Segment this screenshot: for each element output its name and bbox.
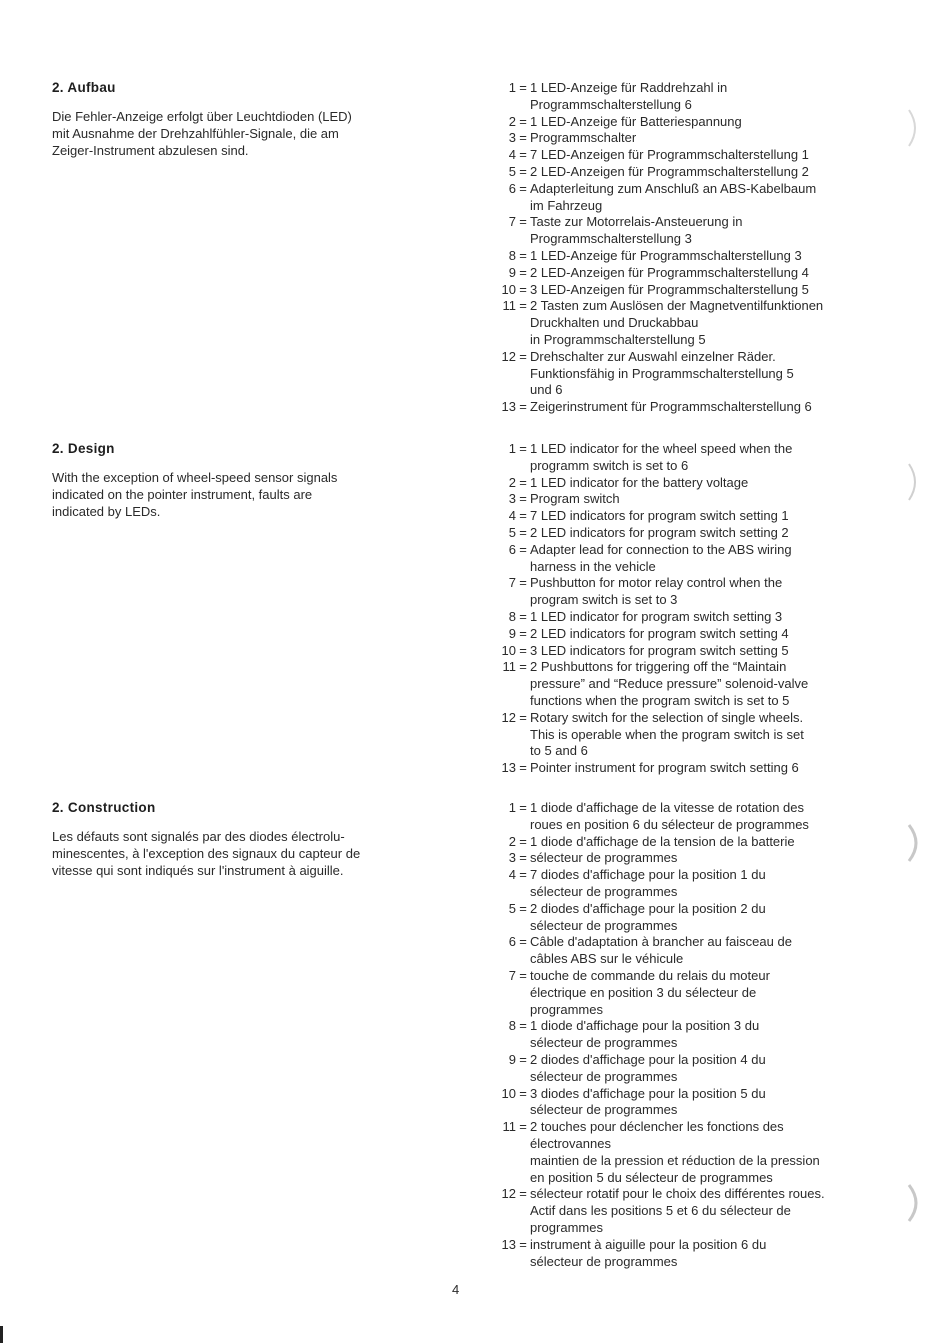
equals-sign: = [519, 709, 527, 725]
legend-item [478, 1018, 898, 1052]
legend-item [478, 834, 898, 851]
equals-sign: = [519, 281, 527, 297]
legend-item-line: 2 Pushbuttons for triggering off the “Maintain [530, 659, 787, 675]
legend-item-number: 8 [508, 1018, 516, 1034]
legend-item [478, 968, 898, 1018]
legend-item-text [530, 248, 898, 265]
equals-sign: = [519, 659, 527, 675]
equals-sign: = [519, 524, 527, 540]
legend-item-line: This is operable when the program switch is set [530, 726, 804, 742]
legend-item-number: 7 [508, 575, 516, 591]
legend-item-line: 1 diode d'affichage pour la position 3 du [530, 1018, 760, 1034]
legend-item-line: program switch is set to 3 [530, 592, 678, 608]
legend-item [478, 760, 898, 777]
legend-item-text [530, 850, 898, 867]
legend-item-line: 3 LED-Anzeigen für Programmschalterstellung 5 [530, 281, 809, 297]
legend-item-text [530, 1086, 898, 1120]
equals-sign: = [519, 130, 527, 146]
binder-hole-mark [905, 1183, 925, 1223]
legend-item [478, 643, 898, 660]
legend-item [478, 265, 898, 282]
legend-item-line: 2 LED-Anzeigen für Programmschalterstellung 2 [530, 163, 809, 179]
intro-line: Die Fehler-Anzeige erfolgt über Leuchtdioden (LED) [52, 109, 352, 124]
legend-item [478, 282, 898, 299]
intro-line: With the exception of wheel-speed sensor signals [52, 470, 338, 485]
legend-item-text [530, 298, 898, 348]
equals-sign: = [519, 214, 527, 230]
intro-line: mit Ausnahme der Drehzahlfühler-Signale, die am [52, 126, 339, 141]
legend-item-number: 10 [501, 642, 516, 658]
legend-item-line: to 5 and 6 [530, 743, 588, 759]
section-heading: 2. Design [52, 441, 115, 456]
legend-item-number: 1 [508, 441, 516, 456]
legend-item-line: 1 diode d'affichage de la vitesse de rotation des [530, 800, 804, 815]
equals-sign: = [519, 147, 527, 163]
legend-item-line: électrovannes [530, 1135, 611, 1151]
legend-item-line: programmes [530, 1001, 603, 1017]
equals-sign: = [519, 575, 527, 591]
legend-item-line: 3 diodes d'affichage pour la position 5 du [530, 1085, 766, 1101]
legend-item [478, 147, 898, 164]
legend-item-line: sélecteur de programmes [530, 1068, 678, 1084]
equals-sign: = [519, 541, 527, 557]
equals-sign: = [519, 625, 527, 641]
section-intro-text [52, 828, 432, 879]
legend-item-line: 2 LED-Anzeigen für Programmschalterstellung 4 [530, 264, 809, 280]
equals-sign: = [519, 850, 527, 866]
legend-item [478, 399, 898, 416]
legend-item-line: Program switch [530, 491, 620, 507]
legend-item [478, 441, 898, 475]
legend-item-line: 1 LED indicator for the battery voltage [530, 474, 749, 490]
legend-item-line: Rotary switch for the selection of single wheels. [530, 709, 804, 725]
legend-item-text [530, 147, 898, 164]
legend-item-number: 13 [501, 760, 516, 776]
legend-item [478, 1237, 898, 1271]
legend-item-text [530, 441, 898, 475]
legend-item-text [530, 114, 898, 131]
equals-sign: = [519, 642, 527, 658]
legend-item-number: 3 [508, 850, 516, 866]
legend-item-line: en position 5 du sélecteur de programmes [530, 1169, 773, 1185]
equals-sign: = [519, 1119, 527, 1135]
legend-item-number: 11 [502, 1119, 516, 1135]
legend-item-line: sélecteur de programmes [530, 1102, 678, 1118]
legend-item-line: Drehschalter zur Auswahl einzelner Räder. [530, 348, 776, 364]
legend-item-line: 2 diodes d'affichage pour la position 4 du [530, 1051, 766, 1067]
legend-item-text [530, 542, 898, 576]
legend-item-number: 12 [501, 709, 516, 725]
legend-item-line: Pushbutton for motor relay control when the [530, 575, 783, 591]
legend-item-number: 3 [508, 491, 516, 507]
legend-item-line: 1 LED indicator for the wheel speed when the [530, 441, 793, 456]
legend-item [478, 1086, 898, 1120]
legend-item-number: 7 [508, 967, 516, 983]
legend-item-line: functions when the program switch is set to 5 [530, 692, 790, 708]
legend-item-number: 8 [508, 608, 516, 624]
equals-sign: = [519, 1085, 527, 1101]
legend-item-text [530, 626, 898, 643]
legend-item-line: touche de commande du relais du moteur [530, 967, 770, 983]
legend-item-line: Programmschalterstellung 6 [530, 96, 692, 112]
legend-item-text [530, 399, 898, 416]
equals-sign: = [519, 800, 527, 815]
legend-item-text [530, 1237, 898, 1271]
equals-sign: = [519, 491, 527, 507]
component-legend [478, 80, 898, 416]
equals-sign: = [519, 760, 527, 776]
legend-item-number: 5 [508, 163, 516, 179]
legend-item-text [530, 1052, 898, 1086]
legend-item-line: im Fahrzeug [530, 197, 603, 213]
equals-sign: = [519, 900, 527, 916]
legend-item-number: 1 [508, 800, 516, 815]
component-legend [478, 441, 898, 777]
legend-item [478, 575, 898, 609]
section-intro [52, 441, 432, 520]
legend-item-line: 2 Tasten zum Auslösen der Magnetventilfunktionen [530, 298, 824, 314]
legend-item-text [530, 181, 898, 215]
legend-item [478, 1119, 898, 1186]
legend-item [478, 609, 898, 626]
legend-item-number: 1 [508, 80, 516, 95]
legend-item-line: Câble d'adaptation à brancher au faisceau de [530, 934, 792, 950]
legend-item-text [530, 800, 898, 834]
legend-item-number: 10 [501, 1085, 516, 1101]
legend-item-number: 7 [508, 214, 516, 230]
intro-line: Les défauts sont signalés par des diodes électrolu- [52, 829, 345, 844]
equals-sign: = [519, 1236, 527, 1252]
intro-line: indicated by LEDs. [52, 504, 161, 519]
legend-item-text [530, 867, 898, 901]
legend-item-number: 6 [508, 180, 516, 196]
equals-sign: = [519, 113, 527, 129]
equals-sign: = [519, 1186, 527, 1202]
legend-item-number: 13 [501, 399, 516, 415]
legend-item-text [530, 901, 898, 935]
legend-item-line: 2 LED indicators for program switch setting 4 [530, 625, 789, 641]
legend-item-text [530, 80, 898, 114]
equals-sign: = [519, 298, 527, 314]
legend-item-number: 2 [508, 113, 516, 129]
legend-item-text [530, 760, 898, 777]
equals-sign: = [519, 508, 527, 524]
legend-item-number: 4 [508, 508, 516, 524]
legend-item-line: Adapter lead for connection to the ABS wiring [530, 541, 792, 557]
section-intro-text [52, 469, 432, 520]
legend-item [478, 1052, 898, 1086]
legend-item-text [530, 659, 898, 709]
legend-item [478, 901, 898, 935]
legend-item [478, 626, 898, 643]
legend-item-text [530, 1119, 898, 1186]
legend-item [478, 164, 898, 181]
legend-item-number: 9 [508, 1051, 516, 1067]
equals-sign: = [519, 163, 527, 179]
legend-item [478, 934, 898, 968]
legend-item [478, 80, 898, 114]
legend-item-text [530, 164, 898, 181]
legend-item-line: 2 LED indicators for program switch setting 2 [530, 524, 789, 540]
page-number: 4 [452, 1282, 460, 1297]
legend-item-text [530, 491, 898, 508]
legend-item-text [530, 575, 898, 609]
legend-item-line: sélecteur rotatif pour le choix des différentes roues. [530, 1186, 825, 1202]
equals-sign: = [519, 264, 527, 280]
equals-sign: = [519, 348, 527, 364]
intro-line: indicated on the pointer instrument, faults are [52, 487, 313, 502]
legend-item-line: 1 LED-Anzeige für Raddrehzahl in [530, 80, 728, 95]
legend-item [478, 130, 898, 147]
equals-sign: = [519, 80, 527, 95]
legend-item-text [530, 130, 898, 147]
equals-sign: = [519, 399, 527, 415]
legend-item-text [530, 282, 898, 299]
legend-item-number: 6 [508, 934, 516, 950]
legend-item [478, 298, 898, 348]
legend-item [478, 475, 898, 492]
section-heading: 2. Aufbau [52, 80, 116, 95]
legend-item [478, 114, 898, 131]
legend-item-number: 5 [508, 524, 516, 540]
section-intro-text [52, 108, 432, 159]
equals-sign: = [519, 608, 527, 624]
legend-item-text [530, 525, 898, 542]
legend-item-line: Programmschalterstellung 3 [530, 231, 692, 247]
scan-edge-mark [0, 1326, 3, 1343]
legend-item-line: Programmschalter [530, 130, 637, 146]
legend-item-text [530, 265, 898, 282]
legend-item-line: harness in the vehicle [530, 558, 656, 574]
section-heading: 2. Construction [52, 800, 156, 815]
legend-item-line: programmes [530, 1219, 603, 1235]
legend-item [478, 349, 898, 399]
legend-item-line: Adapterleitung zum Anschluß an ABS-Kabelbaum [530, 180, 817, 196]
legend-item-line: Druckhalten und Druckabbau [530, 315, 699, 331]
equals-sign: = [519, 180, 527, 196]
legend-item-text [530, 643, 898, 660]
legend-item-number: 10 [501, 281, 516, 297]
legend-item-line: sélecteur de programmes [530, 1035, 678, 1051]
legend-item-line: sélecteur de programmes [530, 850, 678, 866]
legend-item-line: maintien de la pression et réduction de la pression [530, 1152, 820, 1168]
legend-item-number: 11 [502, 298, 516, 314]
legend-item [478, 508, 898, 525]
legend-item-line: 2 touches pour déclencher les fonctions des [530, 1119, 784, 1135]
legend-item [478, 659, 898, 709]
legend-item [478, 525, 898, 542]
legend-item-line: 1 LED-Anzeige für Programmschalterstellung 3 [530, 247, 802, 263]
legend-item-line: instrument à aiguille pour la position 6 du [530, 1236, 767, 1252]
legend-item-line: sélecteur de programmes [530, 883, 678, 899]
legend-item-line: Actif dans les positions 5 et 6 du sélecteur de [530, 1203, 791, 1219]
equals-sign: = [519, 1018, 527, 1034]
legend-item [478, 1186, 898, 1236]
legend-item [478, 850, 898, 867]
equals-sign: = [519, 967, 527, 983]
equals-sign: = [519, 833, 527, 849]
legend-item-text [530, 710, 898, 760]
legend-item-number: 2 [508, 474, 516, 490]
legend-item-number: 8 [508, 247, 516, 263]
component-legend [478, 800, 898, 1270]
legend-item-line: 7 diodes d'affichage pour la position 1 du [530, 867, 766, 883]
equals-sign: = [519, 474, 527, 490]
legend-item [478, 710, 898, 760]
legend-item-number: 13 [501, 1236, 516, 1252]
legend-item-number: 11 [502, 659, 516, 675]
legend-item [478, 181, 898, 215]
legend-item [478, 248, 898, 265]
legend-item-line: pressure” and “Reduce pressure” solenoid-valve [530, 676, 809, 692]
section-intro [52, 80, 432, 159]
legend-item-line: Taste zur Motorrelais-Ansteuerung in [530, 214, 743, 230]
equals-sign: = [519, 934, 527, 950]
legend-item-number: 12 [501, 348, 516, 364]
legend-item-line: 1 LED-Anzeige für Batteriespannung [530, 113, 742, 129]
legend-item-line: câbles ABS sur le véhicule [530, 951, 684, 967]
legend-item-text [530, 508, 898, 525]
legend-item-line: 7 LED-Anzeigen für Programmschalterstellung 1 [530, 147, 809, 163]
legend-item-line: roues en position 6 du sélecteur de programmes [530, 816, 809, 832]
legend-item-line: programm switch is set to 6 [530, 457, 689, 473]
legend-item [478, 867, 898, 901]
legend-item [478, 800, 898, 834]
legend-item-number: 12 [501, 1186, 516, 1202]
legend-item-line: Pointer instrument for program switch setting 6 [530, 760, 799, 776]
legend-item-number: 9 [508, 264, 516, 280]
legend-item-line: électrique en position 3 du sélecteur de [530, 984, 757, 1000]
legend-item-text [530, 934, 898, 968]
legend-item-line: und 6 [530, 382, 563, 398]
legend-item-text [530, 214, 898, 248]
section-intro [52, 800, 432, 879]
legend-item-number: 4 [508, 867, 516, 883]
legend-item-number: 6 [508, 541, 516, 557]
legend-item-text [530, 834, 898, 851]
binder-hole-mark [905, 462, 925, 502]
legend-item-text [530, 1018, 898, 1052]
legend-item-number: 2 [508, 833, 516, 849]
equals-sign: = [519, 1051, 527, 1067]
legend-item-line: 1 LED indicator for program switch setting 3 [530, 608, 783, 624]
equals-sign: = [519, 441, 527, 456]
legend-item [478, 491, 898, 508]
legend-item-line: Funktionsfähig in Programmschalterstellung 5 [530, 365, 794, 381]
legend-item-line: in Programmschalterstellung 5 [530, 331, 706, 347]
legend-item-line: 3 LED indicators for program switch setting 5 [530, 642, 789, 658]
intro-line: minescentes, à l'exception des signaux du capteur de [52, 846, 361, 861]
legend-item-line: 7 LED indicators for program switch setting 1 [530, 508, 789, 524]
legend-item-line: 1 diode d'affichage de la tension de la batterie [530, 833, 795, 849]
legend-item-line: 2 diodes d'affichage pour la position 2 du [530, 900, 766, 916]
legend-item-line: Zeigerinstrument für Programmschalterstellung 6 [530, 399, 812, 415]
intro-line: vitesse qui sont indiqués sur l'instrument à aiguille. [52, 863, 344, 878]
legend-item [478, 542, 898, 576]
legend-item-text [530, 349, 898, 399]
legend-item-text [530, 968, 898, 1018]
equals-sign: = [519, 247, 527, 263]
legend-item-number: 5 [508, 900, 516, 916]
binder-hole-mark [905, 823, 925, 863]
legend-item-text [530, 609, 898, 626]
legend-item [478, 214, 898, 248]
equals-sign: = [519, 867, 527, 883]
legend-item-line: sélecteur de programmes [530, 917, 678, 933]
legend-item-text [530, 1186, 898, 1236]
legend-item-number: 9 [508, 625, 516, 641]
legend-item-text [530, 475, 898, 492]
binder-hole-mark [905, 108, 925, 148]
legend-item-line: sélecteur de programmes [530, 1253, 678, 1269]
legend-item-number: 3 [508, 130, 516, 146]
legend-item-number: 4 [508, 147, 516, 163]
intro-line: Zeiger-Instrument abzulesen sind. [52, 143, 249, 158]
